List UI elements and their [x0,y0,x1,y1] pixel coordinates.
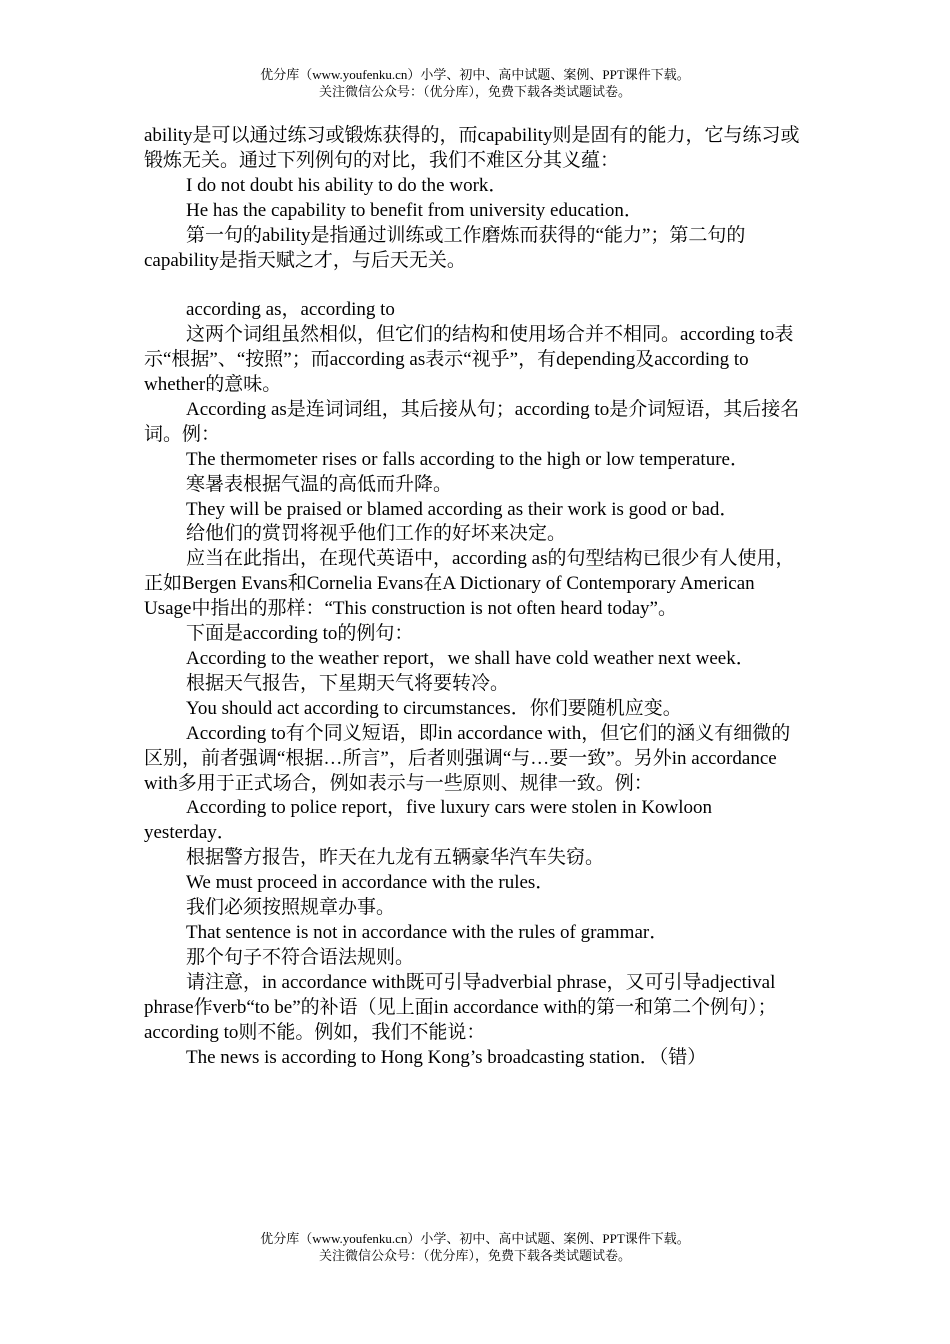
paragraph: According to the weather report，we shall have cold weather next week． [186,648,755,670]
paragraph: 这两个词组虽然相似，但它们的结构和使用场合并不相同。according to表示“根据”、“按照”；而according as表示“视乎”，有depending及according to whether的意味。 [144,324,794,396]
paragraph: The news is according to Hong Kong’s broadcasting station．（错） [186,1046,707,1068]
paragraph: He has the capability to benefit from university education． [186,199,643,221]
paragraph: 寒暑表根据气温的高低而升降。 [186,473,453,495]
header-line-2: 关注微信公众号：（优分库），免费下载各类试题试卷。 [318,84,631,99]
paragraph: I do not doubt his ability to do the work． [186,174,508,196]
paragraph: 请注意，in accordance with既可引导adverbial phrase，又可引导adjectival phrase作verb“to be”的补语（见上面in accordance with的第一和第二个例句）；according to则不能。例如，我们不能说： [144,971,777,1043]
blank-line [144,273,806,298]
footer-line-1: 优分库（www.youfenku.cn）小学、初中、高中试题、案例、PPT课件下载。 [260,1231,690,1246]
paragraph: You should act according to circumstances．你们要随机应变。 [186,697,682,719]
paragraph: 应当在此指出，在现代英语中，according as的句型结构已很少有人使用，正如Bergen Evans和Cornelia Evans在A Dictionary of Contemporary American Usage中指出的那样：“This construction is not often heard today”。 [144,548,795,620]
page-header [0,66,950,100]
paragraph: According to police report，five luxury cars were stolen in Kowloon yesterday． [144,797,713,844]
paragraph: 第一句的ability是指通过训练或工作磨炼而获得的“能力”；第二句的capability是指天赋之才，与后天无关。 [144,224,746,271]
paragraph: 根据警方报告，昨天在九龙有五辆豪华汽车失窃。 [186,847,605,869]
paragraph: ability是可以通过练习或锻炼获得的，而capability则是固有的能力，它与练习或锻炼无关。通过下列例句的对比，我们不难区分其义蕴： [144,125,800,171]
paragraph: according as，according to [186,299,395,321]
footer-line-2: 关注微信公众号：（优分库），免费下载各类试题试卷。 [318,1248,631,1263]
page-footer [0,1230,950,1264]
paragraph: The thermometer rises or falls according to the high or low temperature． [186,448,749,470]
paragraph: 根据天气报告，下星期天气将要转冷。 [186,672,510,694]
paragraph: We must proceed in accordance with the rules． [186,872,555,894]
paragraph: 给他们的赏罚将视乎他们工作的好坏来决定。 [186,523,567,545]
paragraph: That sentence is not in accordance with the rules of grammar． [186,921,669,943]
paragraph: 下面是according to的例句： [186,623,414,645]
paragraph: According to有个同义短语，即in accordance with，但它们的涵义有细微的区别，前者强调“根据…所言”，后者则强调“与…要一致”。另外in accordance with多用于正式场合，例如表示与一些原则、规律一致。例： [144,722,791,794]
paragraph: 我们必须按照规章办事。 [186,897,396,919]
paragraph: 那个句子不符合语法规则。 [186,946,415,968]
header-line-1: 优分库（www.youfenku.cn）小学、初中、高中试题、案例、PPT课件下载。 [260,67,690,82]
paragraph: According as是连词词组，其后接从句；according to是介词短语，其后接名词。例： [144,398,800,445]
paragraph: They will be praised or blamed according as their work is good or bad． [186,498,739,520]
document-body [144,124,806,1070]
